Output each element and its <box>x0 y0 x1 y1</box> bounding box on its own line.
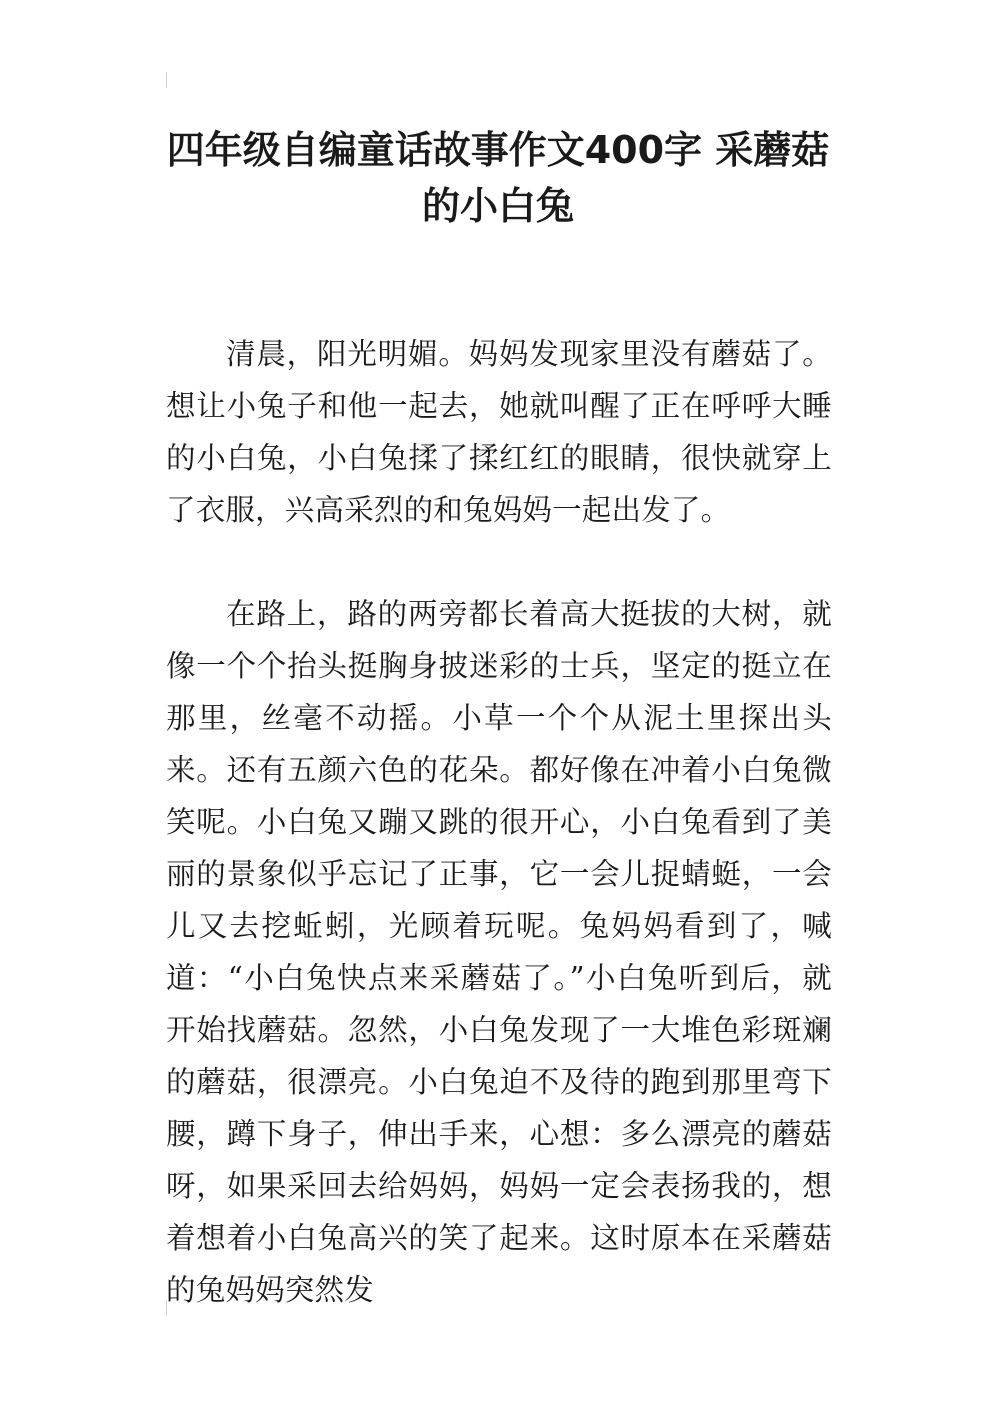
paragraph-2: 在路上，路的两旁都长着高大挺拔的大树，就像一个个抬头挺胸身披迷彩的士兵，坚定的挺立在那里，丝毫不动摇。小草一个个从泥土里探出头来。还有五颜六色的花朵。都好像在冲着小白兔微笑呢。小白兔又蹦又跳的很开心，小白兔看到了美丽的景象似乎忘记了正事，它一会儿捉蜻蜓，一会儿又去挖蚯蚓，光顾着玩呢。兔妈妈看到了，喊道：“小白兔快点来采蘑菇了。”小白兔听到后，就开始找蘑菇。忽然，小白兔发现了一大堆色彩斑斓的蘑菇，很漂亮。小白兔迫不及待的跑到那里弯下腰，蹲下身子，伸出手来，心想：多么漂亮的蘑菇呀，如果采回去给妈妈，妈妈一定会表扬我的，想着想着小白兔高兴的笑了起来。这时原本在采蘑菇的兔妈妈突然发 <box>166 597 832 1307</box>
document-title: 四年级自编童话故事作文400字 采蘑菇的小白兔 <box>166 128 830 228</box>
crop-mark-top <box>166 72 167 88</box>
paragraph-1: 清晨，阳光明媚。妈妈发现家里没有蘑菇了。想让小兔子和他一起去，她就叫醒了正在呼呼大睡的小白兔，小白兔揉了揉红红的眼睛，很快就穿上了衣服，兴高采烈的和兔妈妈一起出发了。 <box>166 337 832 527</box>
document-body <box>166 328 832 1316</box>
